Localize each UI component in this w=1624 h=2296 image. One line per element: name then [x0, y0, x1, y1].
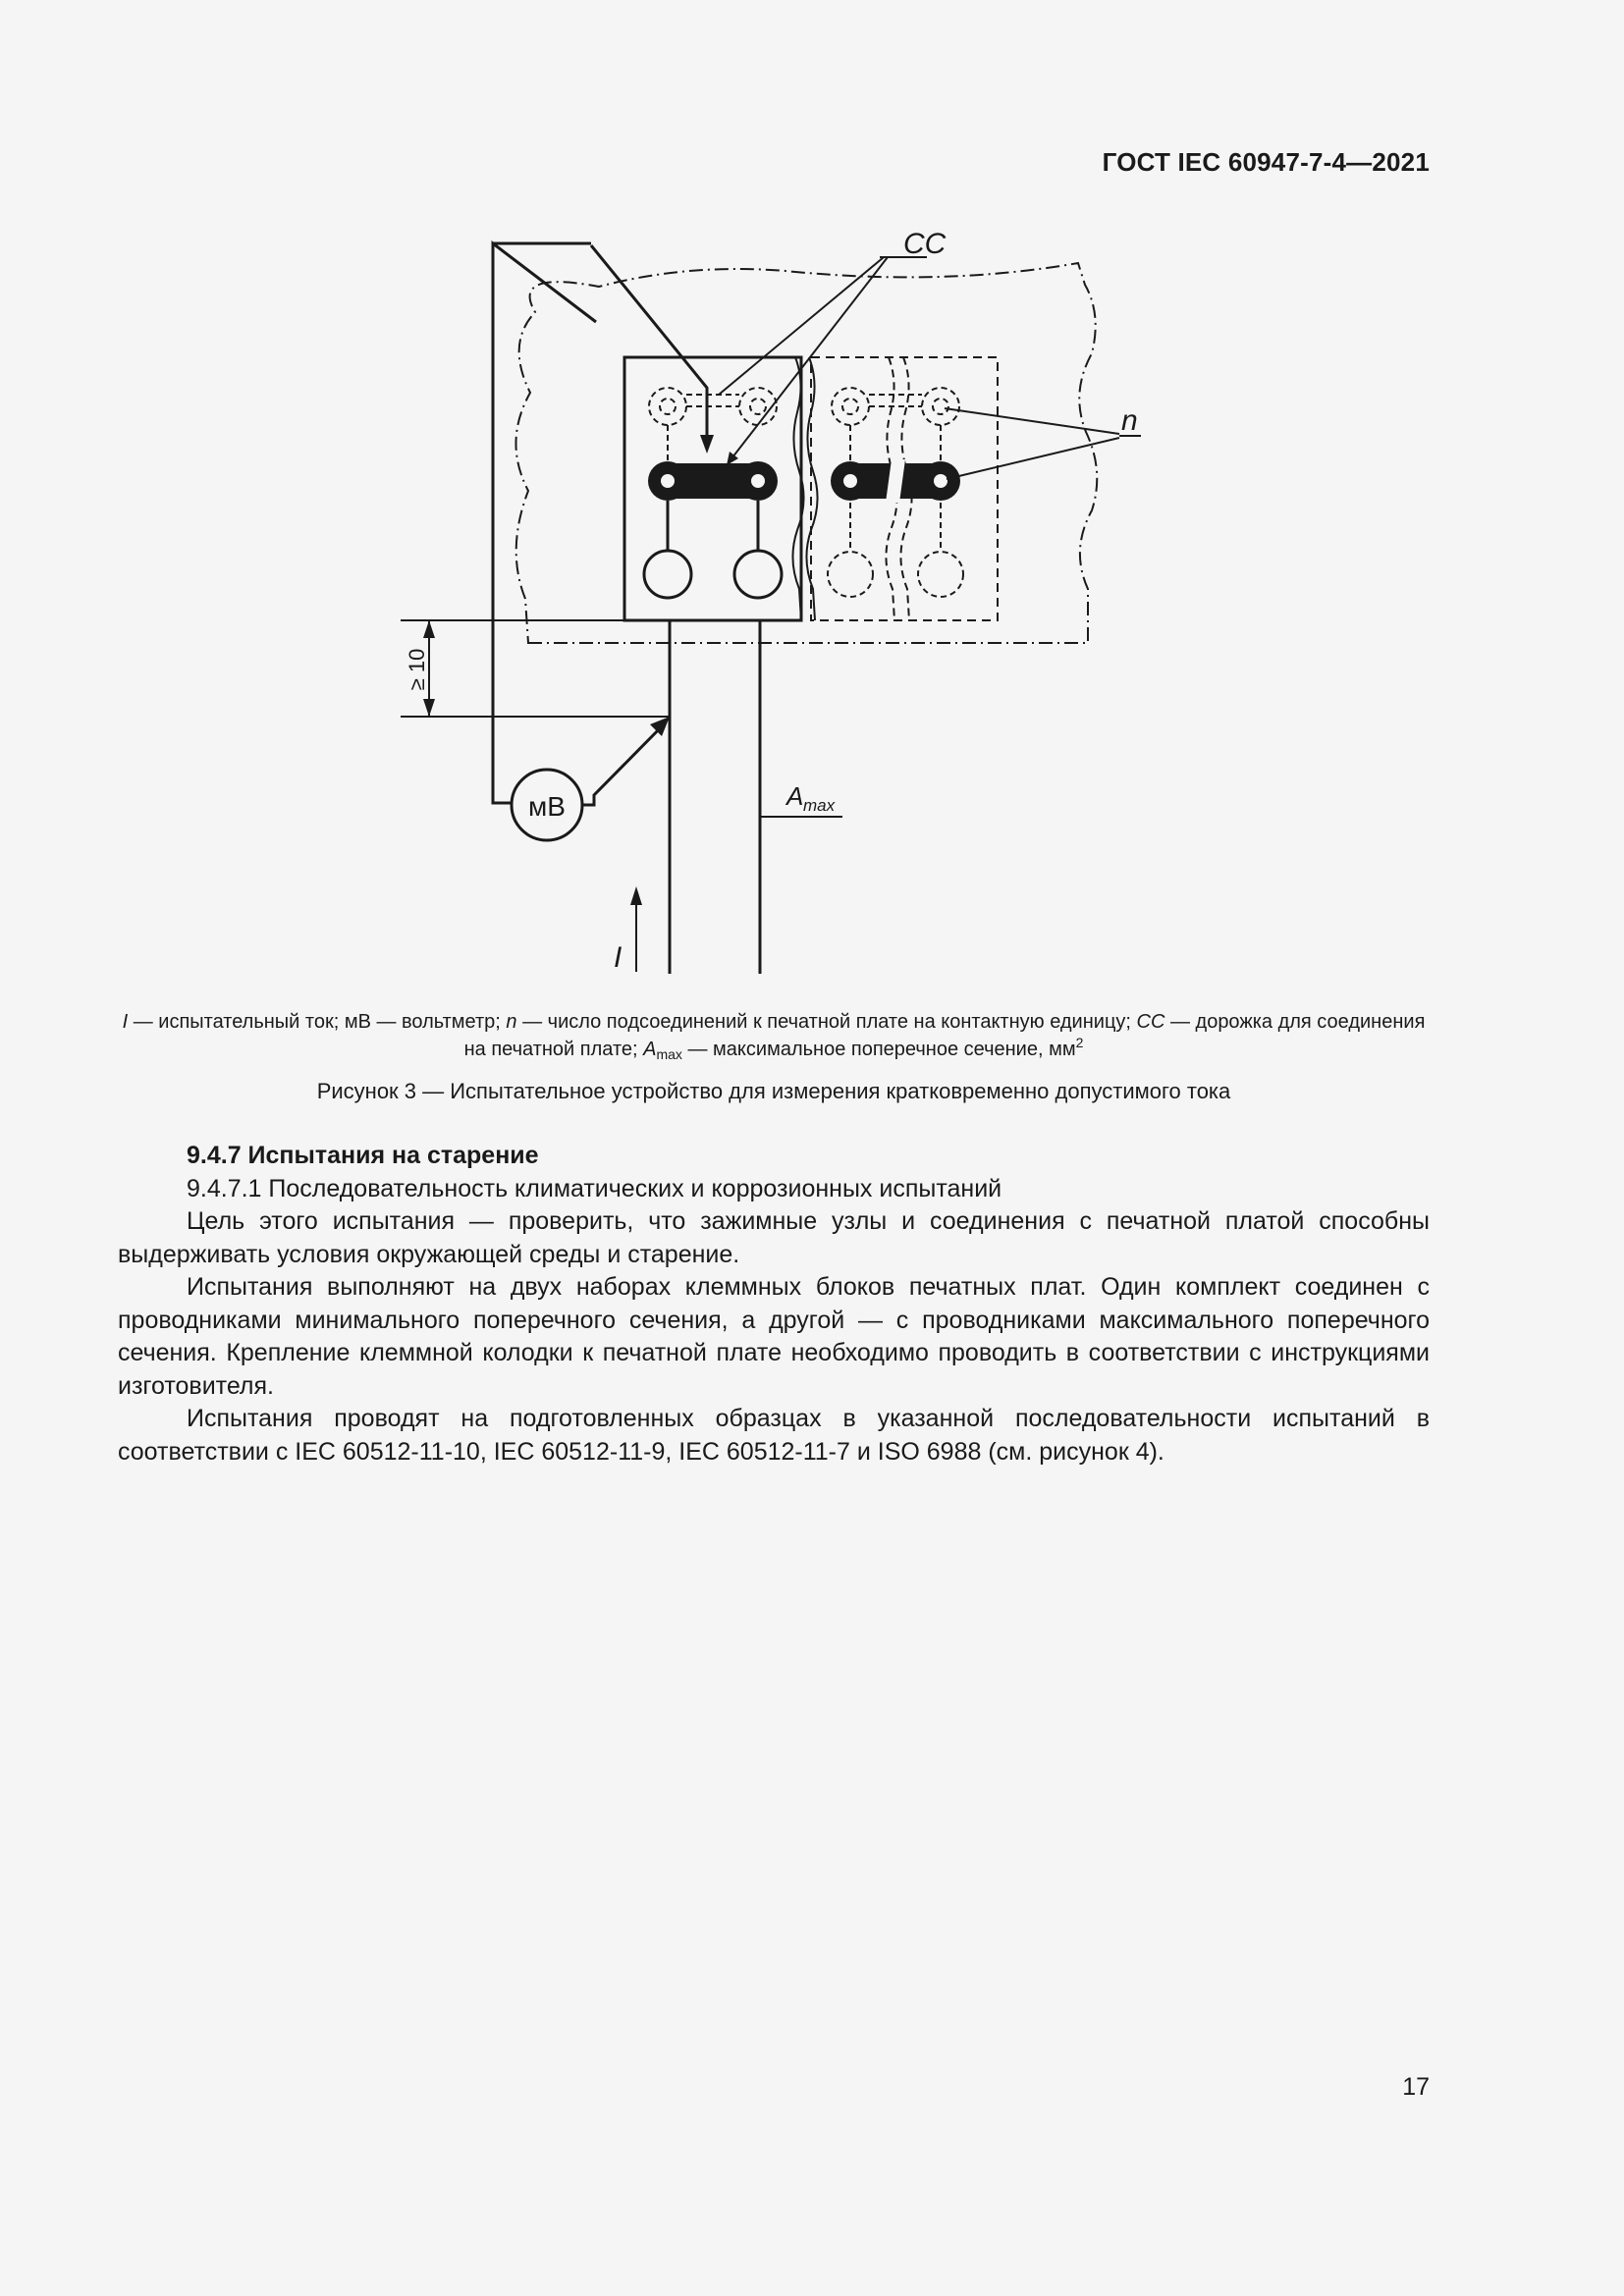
paragraph: Испытания проводят на подготовленных образцах в указанной последовательности испытаний в соответствии с IEC 60512-11-10, IEC 60512-11-9, IEC 60512-11-7 и ISO 6988 (см. рисунок 4). — [118, 1405, 1430, 1466]
figure-title: Рисунок 3 — Испытательное устройство для измерения кратковременно допустимого тока — [316, 1079, 1231, 1103]
legend-cc-text: — дорожка для соединения на печатной плате; — [463, 1011, 1426, 1060]
current-label: I — [614, 941, 623, 974]
voltmeter-label: мВ — [528, 791, 566, 822]
page-number: 17 — [1402, 2073, 1430, 2101]
n-label: n — [1121, 404, 1138, 437]
legend-n-text: — число подсоединений к печатной плате на контактную единицу; — [516, 1011, 1137, 1033]
section-body — [118, 1140, 1430, 1468]
legend-a-symbol: A — [643, 1039, 657, 1060]
legend-a-superscript: 2 — [1075, 1035, 1084, 1050]
amax-label: A — [786, 781, 804, 811]
pcb-outline — [515, 263, 1097, 643]
section-subheading: 9.4.7.1 Последовательность климатических и коррозионных испытаний — [187, 1174, 1002, 1202]
legend-cc-symbol: CC — [1136, 1011, 1165, 1033]
paragraph: Испытания выполняют на двух наборах клеммных блоков печатных плат. Один комплект соединен с проводниками минимального поперечного сечения, а другой — с проводниками максимального поперечного сечения. Крепление клеммной колодки к печатной плате необходимо проводить в соответствии с инструкциями изготовителя. — [118, 1273, 1430, 1400]
voltmeter-wire — [493, 243, 596, 803]
conductors — [644, 501, 782, 974]
document-header: ГОСТ IEC 60947-7-4—2021 — [1102, 147, 1430, 177]
cc-label: CC — [903, 228, 947, 260]
legend-a-subscript: max — [656, 1046, 682, 1062]
legend-n-symbol: n — [506, 1011, 517, 1033]
dimension-label: ≥ 10 — [405, 648, 429, 691]
legend-i-text: — испытательный ток; мВ — вольтметр; — [128, 1011, 507, 1033]
paragraph: Цель этого испытания — проверить, что зажимные узлы и соединения с печатной платой способны выдерживать условия окружающей среды и старение. — [118, 1207, 1430, 1268]
amax-sub-label: max — [803, 796, 836, 815]
legend-i-symbol: I — [122, 1011, 129, 1033]
test-device-figure — [0, 0, 1624, 1001]
figure-legend — [118, 1008, 1430, 1063]
legend-a-text: — максимальное поперечное сечение, мм — [681, 1039, 1076, 1060]
section-heading: 9.4.7 Испытания на старение — [187, 1142, 539, 1169]
